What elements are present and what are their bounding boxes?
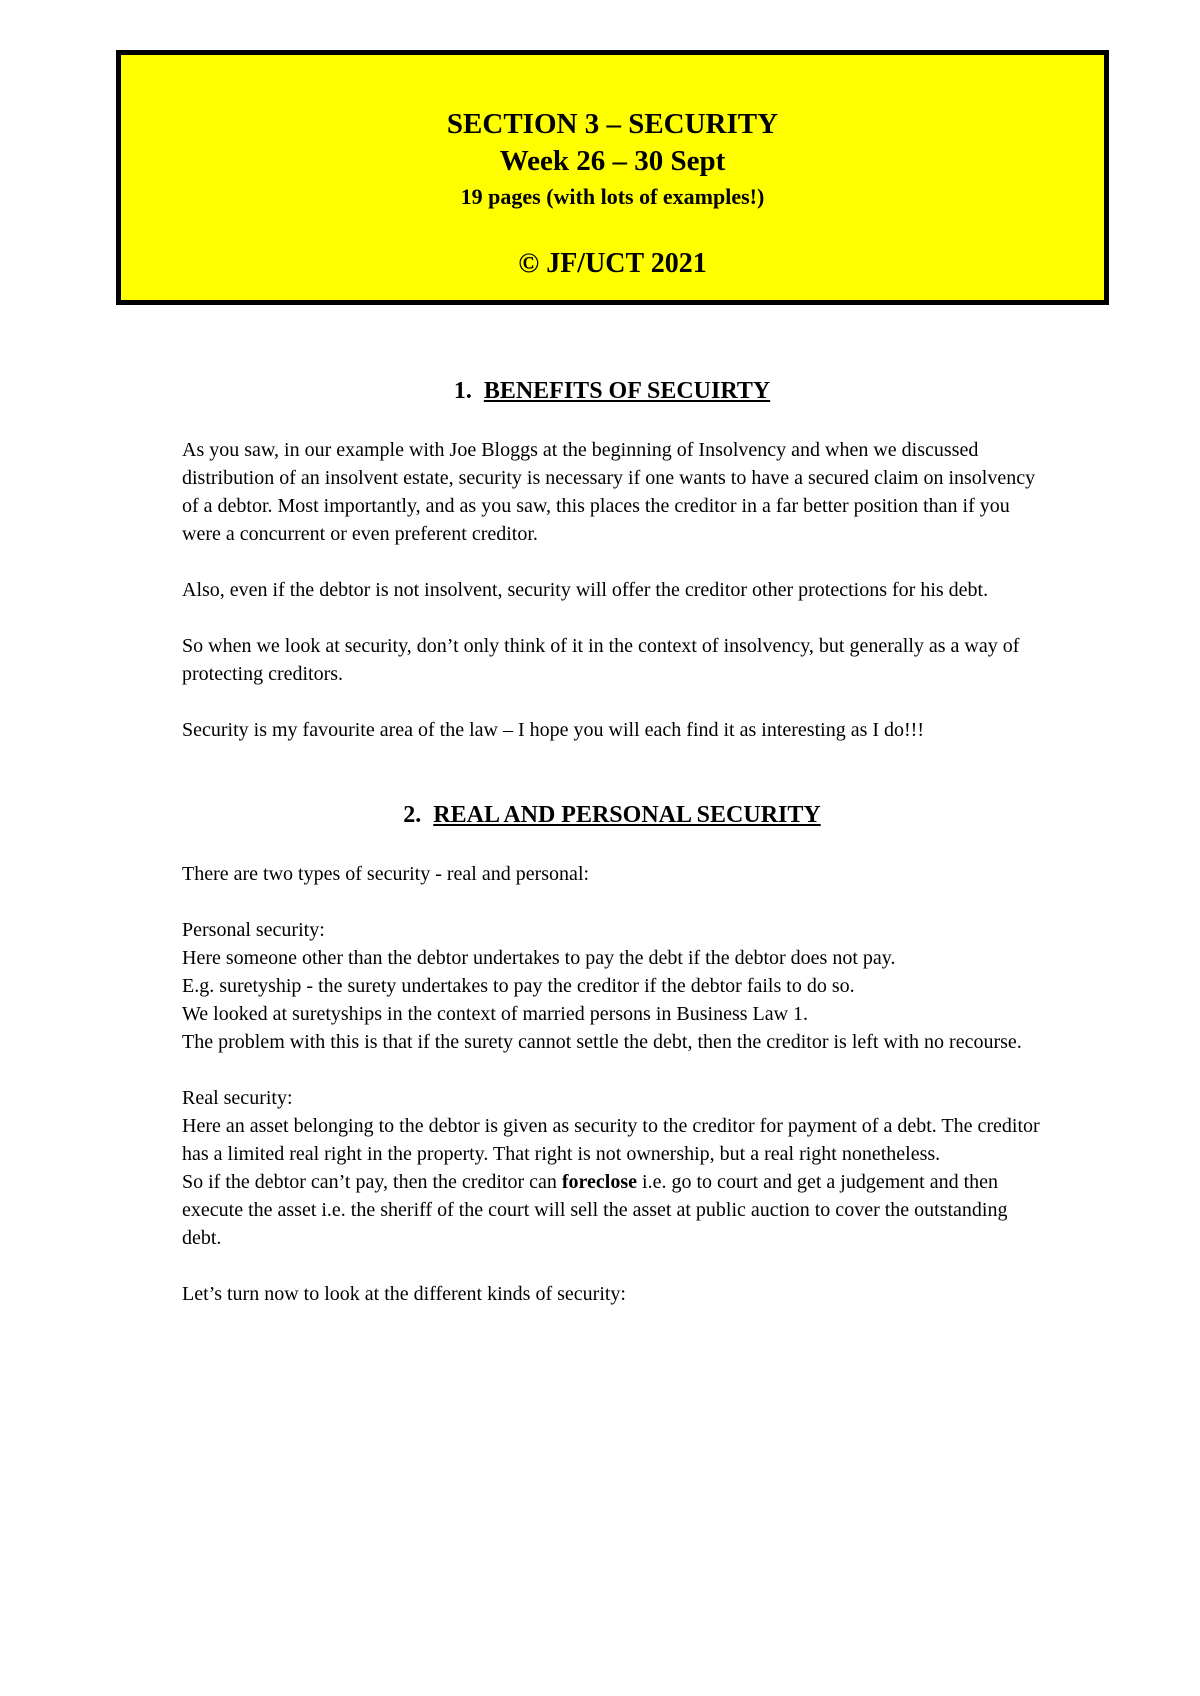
personal-security-line-4: The problem with this is that if the surety cannot settle the debt, then the creditor is left with no recourse. (182, 1031, 1022, 1053)
section-1-paragraph-2: Also, even if the debtor is not insolvent, security will offer the creditor other protections for his debt. (182, 579, 989, 601)
section-1-paragraph-4: Security is my favourite area of the law – I hope you will each find it as interesting as I do!!! (182, 719, 924, 741)
section-1-heading (182, 376, 1042, 406)
week-dates: Week 26 – 30 Sept (499, 145, 726, 177)
real-security-line-2-end: i.e. go to court and get a judgement and then execute the asset i.e. the sheriff of the court will sell the asset at public auction to cover the outstanding debt. (182, 1171, 1008, 1249)
personal-security-block (182, 916, 1042, 1056)
personal-security-heading: Personal security: (182, 919, 325, 941)
section-1-paragraph-3: So when we look at security, don’t only think of it in the context of insolvency, but generally as a way of protecting creditors. (182, 635, 1020, 685)
closing-sentence: Let’s turn now to look at the different kinds of security: (182, 1283, 626, 1305)
real-security-heading: Real security: (182, 1087, 293, 1109)
page-count-note: 19 pages (with lots of examples!) (460, 184, 765, 209)
personal-security-line-2: E.g. suretyship - the surety undertakes to pay the creditor if the debtor fails to do so. (182, 975, 855, 997)
copyright-notice: © JF/UCT 2021 (518, 248, 707, 279)
section-title: SECTION 3 – SECURITY (446, 108, 779, 140)
section-1-paragraph-1: As you saw, in our example with Joe Bloggs at the beginning of Insolvency and when we discussed distribution of an insolvent estate, security is necessary if one wants to have a secured claim on insolvency of a debtor. Most importantly, and as you saw, this places the creditor in a far better position than if you were a concurrent or even preferent creditor. (182, 439, 1036, 545)
real-security-line-2-start: So if the debtor can’t pay, then the creditor can (182, 1171, 562, 1193)
section-2-title: REAL AND PERSONAL SECURITY (433, 802, 821, 828)
real-security-line-2 (182, 1168, 1042, 1252)
section-2-intro: There are two types of security - real and personal: (182, 863, 590, 885)
section-2-number: 2. (403, 802, 422, 828)
real-security-line-1: Here an asset belonging to the debtor is given as security to the creditor for payment of a debt. The creditor has a limited real right in the property. That right is not ownership, but a real right nonetheless. (182, 1115, 1040, 1165)
real-security-block (182, 1084, 1042, 1252)
personal-security-line-3: We looked at suretyships in the context of married persons in Business Law 1. (182, 1003, 809, 1025)
section-1-title: BENEFITS OF SECUIRTY (483, 378, 771, 404)
title-box (116, 50, 1109, 305)
document-body (182, 376, 1042, 1308)
personal-security-line-1: Here someone other than the debtor undertakes to pay the debt if the debtor does not pay. (182, 947, 896, 969)
section-2-heading (182, 800, 1042, 830)
section-1-number: 1. (453, 378, 472, 404)
foreclose-term: foreclose (561, 1171, 638, 1193)
